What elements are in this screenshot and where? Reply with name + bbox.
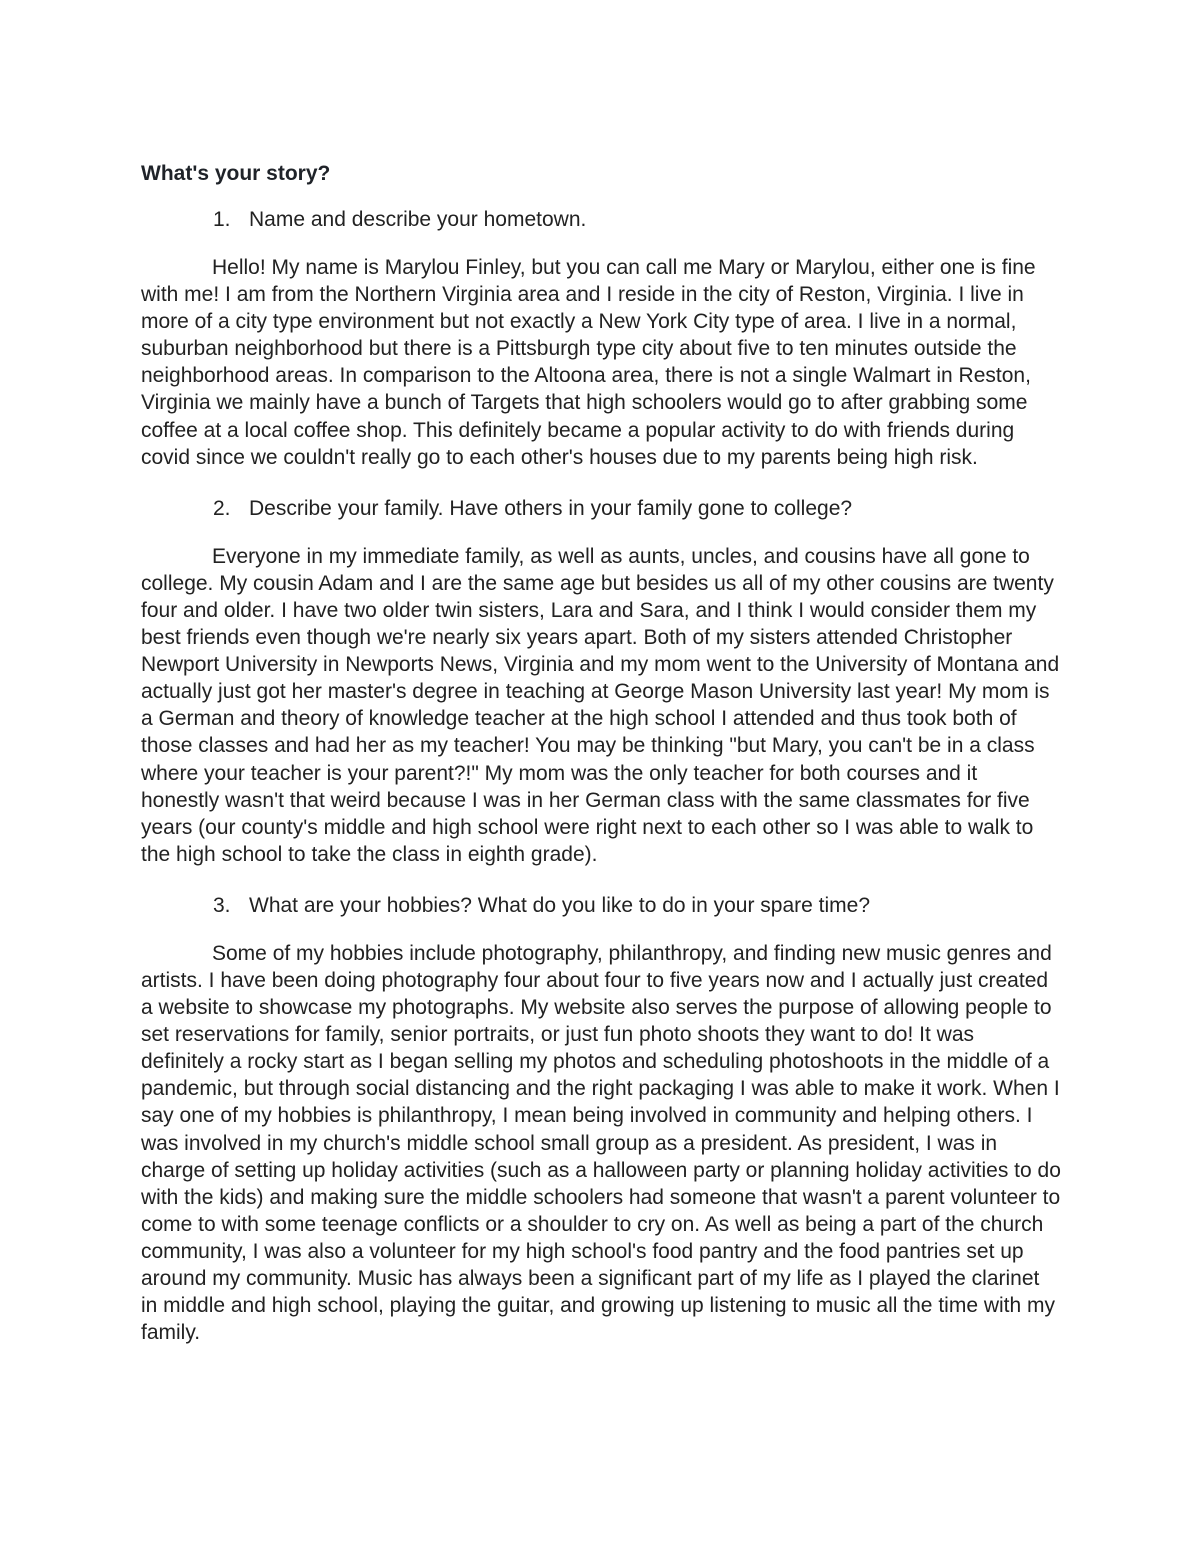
question-text: Describe your family. Have others in your family gone to college? (249, 496, 853, 520)
question-number: 1. (213, 208, 231, 231)
question-3 (141, 892, 1061, 919)
answer-1: Hello! My name is Marylou Finley, but you can call me Mary or Marylou, either one is fine with me! I am from the Northern Virginia area and I reside in the city of Reston, Virginia. I live in more of a city type environment but not exactly a New York City type of area. I live in a normal, suburban neighborhood but there is a Pittsburgh type city about five to ten minutes outside the neighborhood areas. In comparison to the Altoona area, there is not a single Walmart in Reston, Virginia we mainly have a bunch of Targets that high schoolers would go to after grabbing some coffee at a local coffee shop. This definitely became a popular activity to do with friends during covid since we couldn't really go to each other's houses due to my parents being high risk. (141, 256, 1036, 469)
answer-2: Everyone in my immediate family, as well as aunts, uncles, and cousins have all gone to college. My cousin Adam and I are the same age but besides us all of my other cousins are twenty four and older. I have two older twin sisters, Lara and Sara, and I think I would consider them my best friends even though we're nearly six years apart. Both of my sisters attended Christopher Newport University in Newports News, Virginia and my mom went to the University of Montana and actually just got her master's degree in teaching at George Mason University last year! My mom is a German and theory of knowledge teacher at the high school I attended and thus took both of those classes and had her as my teacher! You may be thinking "but Mary, you can't be in a class where your teacher is your parent?!" My mom was the only teacher for both courses and it honestly wasn't that weird because I was in her German class with the same classmates for five years (our county's middle and high school were right next to each other so I was able to walk to the high school to take the class in eighth grade). (141, 544, 1060, 866)
document-page (141, 160, 1061, 1370)
question-number: 3. (213, 893, 231, 917)
document-title: What's your story? (141, 162, 331, 185)
question-text: What are your hobbies? What do you like to do in your spare time? (249, 893, 870, 917)
question-text: Name and describe your hometown. (249, 208, 587, 231)
question-1 (141, 206, 1061, 233)
question-number: 2. (213, 496, 231, 520)
answer-3: Some of my hobbies include photography, philanthropy, and finding new music genres and artists. I have been doing photography four about four to five years now and I actually just created a website to showcase my photographs. My website also serves the purpose of allowing people to set reservations for family, senior portraits, or just fun photo shoots they want to do! It was definitely a rocky start as I began selling my photos and scheduling photoshoots in the middle of a pandemic, but through social distancing and the right packaging I was able to make it work. When I say one of my hobbies is philanthropy, I mean being involved in community and helping others. I was involved in my church's middle school small group as a president. As president, I was in charge of setting up holiday activities (such as a halloween party or planning holiday activities to do with the kids) and making sure the middle schoolers had someone that wasn't a parent volunteer to come to with some teenage conflicts or a shoulder to cry on. As well as being a part of the church community, I was also a volunteer for my high school's food pantry and the food pantries set up around my community. Music has always been a significant part of my life as I played the clarinet in middle and high school, playing the guitar, and growing up listening to music all the time with my family. (141, 941, 1061, 1345)
question-2 (141, 495, 1061, 522)
